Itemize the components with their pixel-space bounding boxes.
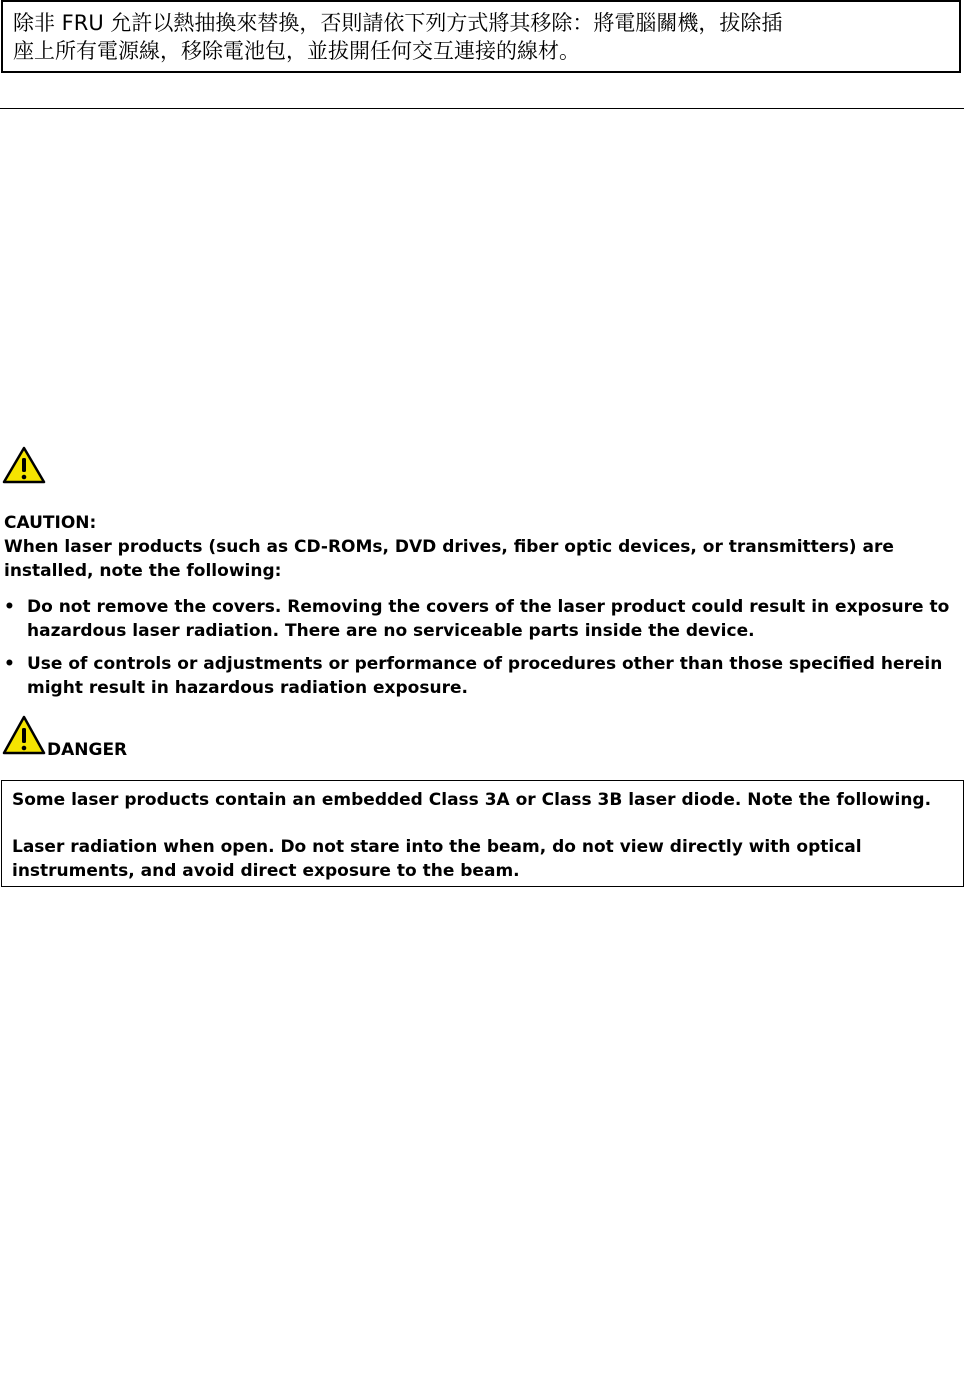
chinese-notice-box: [1, 0, 961, 73]
caution-heading: CAUTION:: [4, 513, 97, 533]
bullet-text: Do not remove the covers. Removing the covers of the laser product could result in exposure to hazardous laser radiation. There are no serviceable parts inside the device.: [27, 597, 950, 641]
caution-bullet-list: [4, 595, 954, 709]
chinese-notice-line-2: 座上所有電源線，移除電池包，並拔開任何交互連接的線材。: [13, 39, 580, 63]
caution-intro: When laser products (such as CD-ROMs, DVD drives, fiber optic devices, or transmitters) are installed, note the following:: [4, 537, 894, 581]
danger-paragraph-1: Some laser products contain an embedded Class 3A or Class 3B laser diode. Note the following.: [12, 790, 932, 810]
chinese-notice-line-1: 除非 FRU 允許以熱抽換來替換，否則請依下列方式將其移除：將電腦關機，拔除插: [13, 11, 783, 35]
danger-box: [1, 780, 964, 887]
warning-triangle-icon: [2, 446, 46, 484]
list-item: [4, 652, 954, 700]
danger-paragraph-2: Laser radiation when open. Do not stare into the beam, do not view directly with optical instruments, and avoid direct exposure to the beam.: [12, 837, 862, 881]
bullet-marker: •: [4, 597, 15, 617]
bullet-marker: •: [4, 654, 15, 674]
section-divider: [0, 108, 964, 109]
list-item: [4, 595, 954, 643]
danger-label: DANGER: [47, 740, 128, 760]
bullet-text: Use of controls or adjustments or performance of procedures other than those specified herein might result in hazardous radiation exposure.: [27, 654, 943, 698]
warning-triangle-icon: [2, 715, 46, 753]
